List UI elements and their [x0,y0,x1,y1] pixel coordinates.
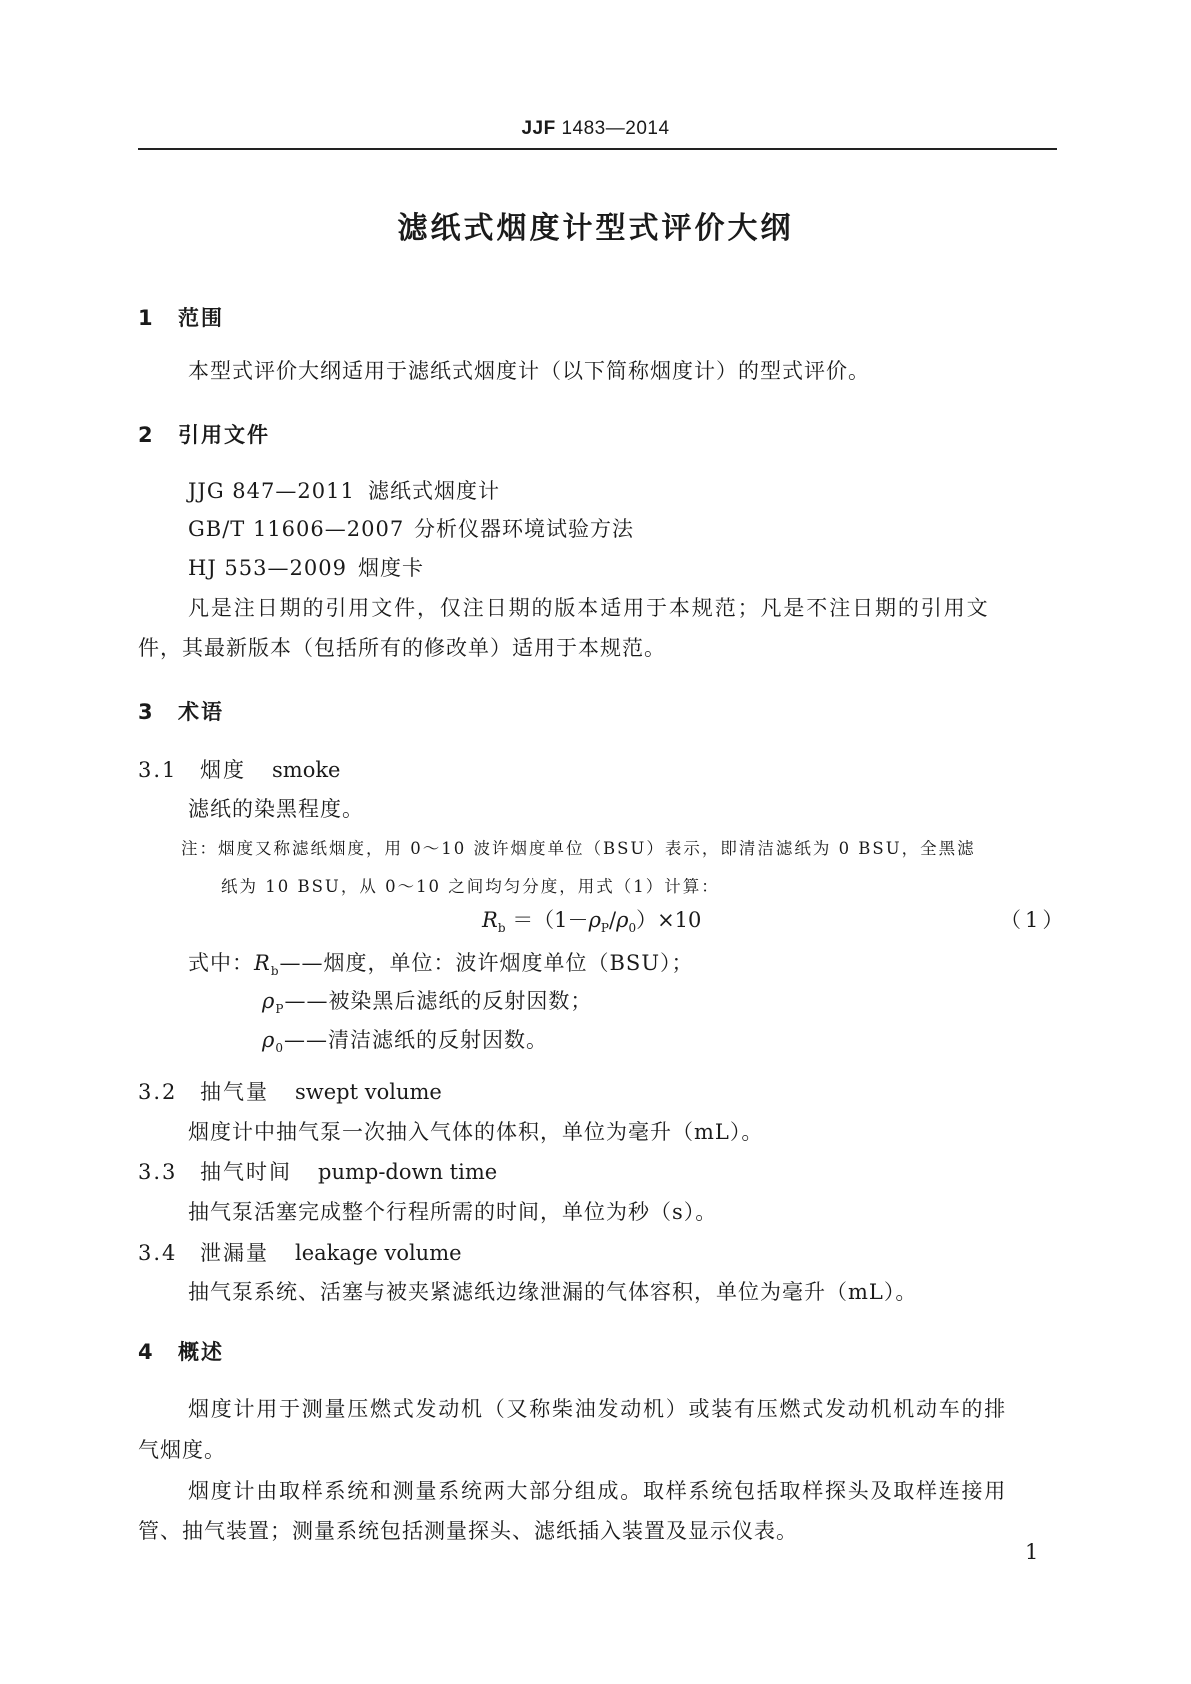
section-2-body-line: 件，其最新版本（包括所有的修改单）适用于本规范。 [138,636,666,660]
section-number: 2 [138,423,155,447]
reference-name: 滤纸式烟度计 [368,479,500,503]
term-zh: 烟度 [200,758,246,782]
section-2-body-line: 凡是注日期的引用文件，仅注日期的版本适用于本规范；凡是不注日期的引用文 [188,596,990,620]
running-header [0,118,1191,140]
section-title: 引用文件 [178,423,270,447]
where-label: 式中： [188,951,254,975]
term-definition: 抽气泵活塞完成整个行程所需的时间，单位为秒（s）。 [188,1200,718,1224]
term-definition: 滤纸的染黑程度。 [188,797,364,821]
where-line [262,1024,548,1055]
section-number: 3 [138,700,155,724]
section-3-heading [138,696,224,726]
term-en: smoke [272,758,341,782]
formula-sub-p: P [600,921,609,936]
reference-item [188,475,500,505]
where-symbol: R [254,951,271,975]
reference-code: GB/T 11606—2007 [188,517,405,541]
where-text: ——烟度，单位：波许烟度单位（BSU）； [279,951,694,975]
formula-slash: / [609,908,617,932]
term-zh: 泄漏量 [200,1241,269,1265]
term-3-2 [138,1076,442,1106]
where-symbol: ρ [262,1028,276,1052]
formula-rho: ρ [588,908,601,932]
reference-name: 烟度卡 [358,556,424,580]
formula-rhs-b: ）×10 [636,908,702,932]
term-en: swept volume [295,1080,442,1104]
equation-number: （1） [1000,908,1068,932]
term-definition: 抽气泵系统、活塞与被夹紧滤纸边缘泄漏的气体容积，单位为毫升（mL）。 [188,1280,918,1304]
where-line [188,947,694,978]
where-symbol: ρ [262,989,276,1013]
section-number: 4 [138,1340,155,1364]
section-1-heading [138,302,224,332]
reference-code: HJ 553—2009 [188,556,347,580]
section-2-heading [138,419,270,449]
section-title: 术语 [178,700,224,724]
formula-lhs: R [482,908,498,932]
section-title: 范围 [178,306,224,330]
reference-code: JJG 847—2011 [188,479,355,503]
header-std-prefix: JJF [521,118,556,139]
term-3-4 [138,1237,462,1267]
term-en: leakage volume [295,1241,462,1265]
section-4-body-line: 气烟度。 [138,1438,226,1462]
note-line: 注：烟度又称滤纸烟度，用 0～10 波许烟度单位（BSU）表示，即清洁滤纸为 0 BSU，全黑滤 [181,839,976,858]
header-std-number: 1483—2014 [561,118,670,139]
formula-sub-0: 0 [628,921,637,936]
section-1-body: 本型式评价大纲适用于滤纸式烟度计（以下简称烟度计）的型式评价。 [188,359,870,383]
term-zh: 抽气时间 [200,1160,292,1184]
page-number: 1 [1025,1540,1039,1564]
reference-name: 分析仪器环境试验方法 [414,517,634,541]
term-zh: 抽气量 [200,1080,269,1104]
term-3-3 [138,1156,497,1186]
where-text: ——被染黑后滤纸的反射因数； [284,989,593,1013]
where-text: ——清洁滤纸的反射因数。 [284,1028,548,1052]
section-4-body-line: 管、抽气装置；测量系统包括测量探头、滤纸插入装置及显示仪表。 [138,1519,798,1543]
page-title: 滤纸式烟度计型式评价大纲 [397,211,794,246]
formula-rhs-a: ＝（1－ [512,908,589,932]
reference-item [188,513,634,543]
where-line [262,985,592,1016]
note-line: 纸为 10 BSU，从 0～10 之间均匀分度，用式（1）计算： [221,877,720,896]
formula [482,904,701,935]
section-4-heading [138,1336,224,1366]
formula-lhs-sub: b [497,921,506,936]
where-subscript: b [270,964,280,979]
where-subscript: 0 [275,1041,284,1056]
section-4-body-line: 烟度计由取样系统和测量系统两大部分组成。取样系统包括取样探头及取样连接用 [188,1479,1007,1503]
header-rule [138,148,1057,150]
term-number: 3.4 [138,1241,178,1265]
section-4-body-line: 烟度计用于测量压燃式发动机（又称柴油发动机）或装有压燃式发动机机动车的排 [188,1397,1007,1421]
term-en: pump-down time [318,1160,498,1184]
reference-item [188,552,424,582]
section-number: 1 [138,306,155,330]
term-number: 3.3 [138,1160,178,1184]
term-number: 3.2 [138,1080,178,1104]
section-title: 概述 [178,1340,224,1364]
term-3-1 [138,754,341,784]
where-subscript: P [275,1002,285,1017]
term-definition: 烟度计中抽气泵一次抽入气体的体积，单位为毫升（mL）。 [188,1120,764,1144]
formula-rho: ρ [616,908,629,932]
term-number: 3.1 [138,758,178,782]
